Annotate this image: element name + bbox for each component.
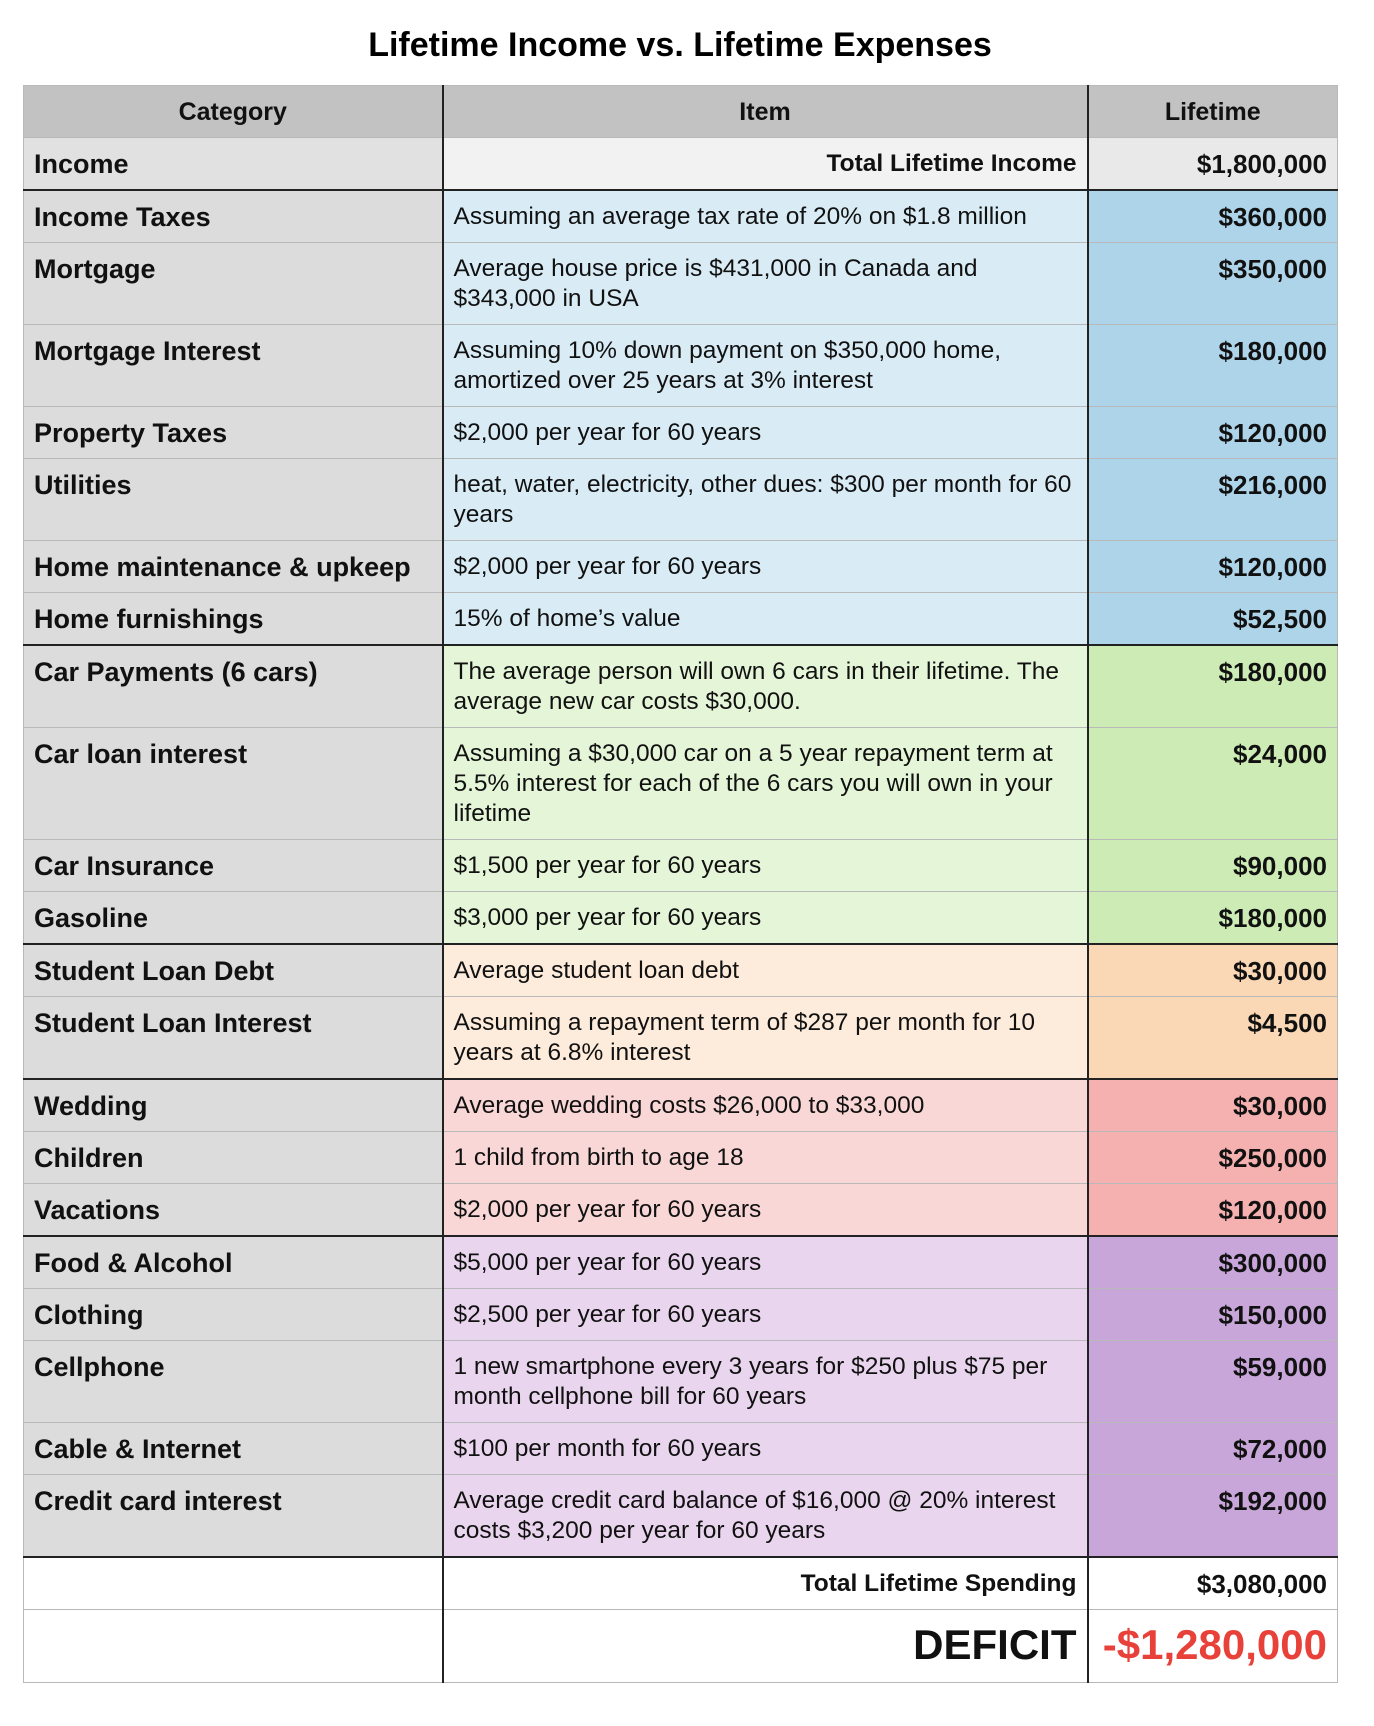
page-title: Lifetime Income vs. Lifetime Expenses [368, 26, 992, 64]
row-item: Assuming 10% down payment on $350,000 home, amortized over 25 years at 3% interest [443, 325, 1088, 407]
table-row [24, 1341, 1338, 1423]
row-amount: $180,000 [1088, 892, 1338, 945]
table-row [24, 997, 1338, 1080]
row-category: Gasoline [24, 892, 443, 945]
row-item: Assuming an average tax rate of 20% on $1.8 million [443, 190, 1088, 243]
row-amount: $4,500 [1088, 997, 1338, 1080]
table-row [24, 190, 1338, 243]
row-amount: $120,000 [1088, 541, 1338, 593]
row-amount: $300,000 [1088, 1236, 1338, 1289]
deficit-amount: -$1,280,000 [1088, 1610, 1338, 1683]
row-amount: $360,000 [1088, 190, 1338, 243]
row-amount: $59,000 [1088, 1341, 1338, 1423]
table-row [24, 1475, 1338, 1558]
header-row [24, 86, 1338, 138]
row-item: $3,000 per year for 60 years [443, 892, 1088, 945]
table-row [24, 892, 1338, 945]
table-row [24, 840, 1338, 892]
row-item: The average person will own 6 cars in their lifetime. The average new car costs $30,000. [443, 645, 1088, 728]
row-item: $1,500 per year for 60 years [443, 840, 1088, 892]
row-category: Student Loan Interest [24, 997, 443, 1080]
header-item: Item [443, 86, 1088, 138]
row-category: Home maintenance & upkeep [24, 541, 443, 593]
table-row [24, 407, 1338, 459]
row-item: 1 child from birth to age 18 [443, 1132, 1088, 1184]
row-item: Average wedding costs $26,000 to $33,000 [443, 1079, 1088, 1132]
table-row [24, 1079, 1338, 1132]
row-category: Student Loan Debt [24, 944, 443, 997]
row-category: Mortgage Interest [24, 325, 443, 407]
row-item: $2,000 per year for 60 years [443, 1184, 1088, 1237]
row-item: Assuming a $30,000 car on a 5 year repayment term at 5.5% interest for each of the 6 cars you will own in your lifetime [443, 728, 1088, 840]
row-item: Average student loan debt [443, 944, 1088, 997]
row-amount: $120,000 [1088, 407, 1338, 459]
table-row [24, 1289, 1338, 1341]
table-row [24, 459, 1338, 541]
row-category: Car Insurance [24, 840, 443, 892]
row-amount: $180,000 [1088, 325, 1338, 407]
row-amount: $180,000 [1088, 645, 1338, 728]
table-row [24, 1236, 1338, 1289]
row-amount: $120,000 [1088, 1184, 1338, 1237]
row-amount: $30,000 [1088, 1079, 1338, 1132]
row-amount: $216,000 [1088, 459, 1338, 541]
row-amount: $250,000 [1088, 1132, 1338, 1184]
row-amount: $72,000 [1088, 1423, 1338, 1475]
table-row [24, 593, 1338, 646]
row-category: Cellphone [24, 1341, 443, 1423]
deficit-row [24, 1610, 1338, 1683]
row-item: $100 per month for 60 years [443, 1423, 1088, 1475]
row-item: heat, water, electricity, other dues: $300 per month for 60 years [443, 459, 1088, 541]
row-category: Children [24, 1132, 443, 1184]
row-amount: $24,000 [1088, 728, 1338, 840]
deficit-label: DEFICIT [443, 1610, 1088, 1683]
table-row [24, 1132, 1338, 1184]
row-item: $2,500 per year for 60 years [443, 1289, 1088, 1341]
row-category: Income Taxes [24, 190, 443, 243]
income-amount: $1,800,000 [1088, 138, 1338, 191]
table-row [24, 1423, 1338, 1475]
row-category: Car loan interest [24, 728, 443, 840]
row-category: Car Payments (6 cars) [24, 645, 443, 728]
row-item: $2,000 per year for 60 years [443, 541, 1088, 593]
table-row [24, 541, 1338, 593]
table-row [24, 944, 1338, 997]
row-amount: $192,000 [1088, 1475, 1338, 1558]
row-category: Home furnishings [24, 593, 443, 646]
expenses-table [23, 85, 1338, 1683]
table-row [24, 1184, 1338, 1237]
total-amount: $3,080,000 [1088, 1557, 1338, 1610]
row-category: Property Taxes [24, 407, 443, 459]
row-item: Average credit card balance of $16,000 @ 20% interest costs $3,200 per year for 60 years [443, 1475, 1088, 1558]
row-item: $5,000 per year for 60 years [443, 1236, 1088, 1289]
table-row [24, 325, 1338, 407]
header-category: Category [24, 86, 443, 138]
row-category: Vacations [24, 1184, 443, 1237]
row-category: Credit card interest [24, 1475, 443, 1558]
income-row [24, 138, 1338, 191]
row-item: Average house price is $431,000 in Canada and $343,000 in USA [443, 243, 1088, 325]
row-item: $2,000 per year for 60 years [443, 407, 1088, 459]
table-row [24, 243, 1338, 325]
row-item: Assuming a repayment term of $287 per month for 10 years at 6.8% interest [443, 997, 1088, 1080]
total-row [24, 1557, 1338, 1610]
deficit-empty-cell [24, 1610, 443, 1683]
row-category: Food & Alcohol [24, 1236, 443, 1289]
header-lifetime: Lifetime [1088, 86, 1338, 138]
total-label: Total Lifetime Spending [443, 1557, 1088, 1610]
row-category: Clothing [24, 1289, 443, 1341]
row-category: Mortgage [24, 243, 443, 325]
row-category: Utilities [24, 459, 443, 541]
table-row [24, 645, 1338, 728]
row-item: 1 new smartphone every 3 years for $250 plus $75 per month cellphone bill for 60 years [443, 1341, 1088, 1423]
total-empty-cell [24, 1557, 443, 1610]
row-item: 15% of home’s value [443, 593, 1088, 646]
row-amount: $150,000 [1088, 1289, 1338, 1341]
income-category: Income [24, 138, 443, 191]
row-amount: $52,500 [1088, 593, 1338, 646]
table-row [24, 728, 1338, 840]
row-category: Cable & Internet [24, 1423, 443, 1475]
row-amount: $350,000 [1088, 243, 1338, 325]
row-category: Wedding [24, 1079, 443, 1132]
income-item: Total Lifetime Income [443, 138, 1088, 191]
row-amount: $90,000 [1088, 840, 1338, 892]
row-amount: $30,000 [1088, 944, 1338, 997]
